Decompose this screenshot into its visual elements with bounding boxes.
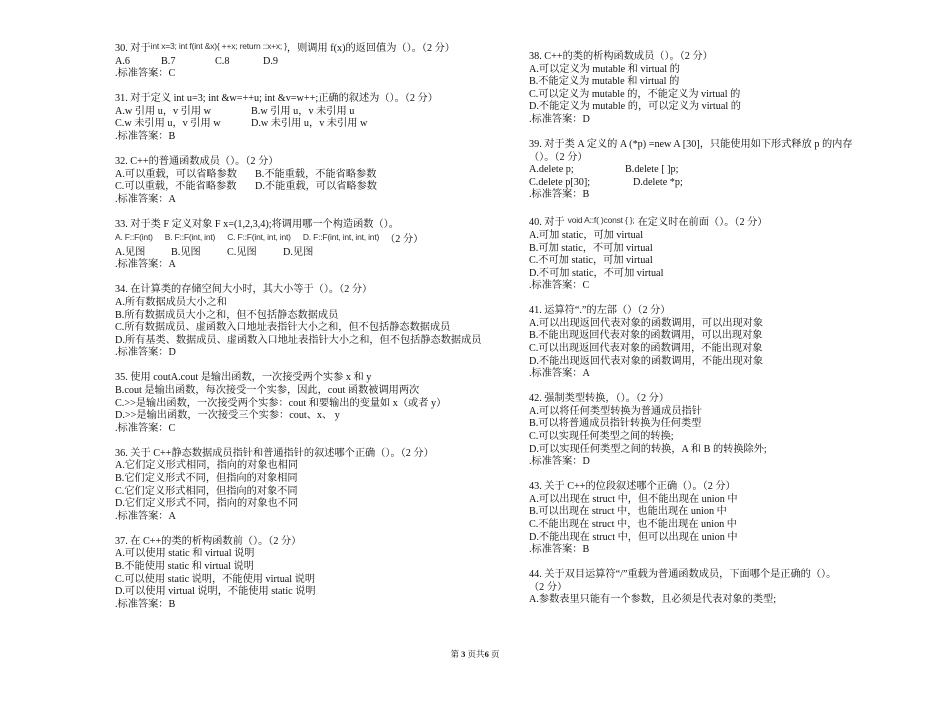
option-d: D.不能定义为 mutable 的，可以定义为 virtual 的 (529, 101, 741, 113)
option-d: D.它们定义形式不同，指向的对象也不同 (115, 498, 299, 510)
code-snippet-image: void A::f( )const { }; (567, 215, 635, 226)
question-stem-cont: （）。（2 分） (529, 151, 588, 163)
question-stem: 44. 关于双目运算符“/”重载为普通函数成员，下面哪个是正确的（）。 (529, 569, 837, 581)
option-a: A.delete p; (529, 164, 574, 176)
question-score: （2 分） (385, 234, 424, 246)
question-44 (529, 569, 919, 607)
question-stem: 43. 关于 C++的位段叙述哪个正确（）。（2 分） (529, 481, 736, 493)
option-b: B.cout 是输出函数，每次接受一个实参，因此，cout 函数被调用两次 (115, 385, 420, 397)
question-stem: 37. 在 C++的类的析构函数前（）。（2 分） (115, 535, 302, 547)
options-row-2 (115, 118, 530, 131)
total-pages: 6 (484, 649, 489, 659)
question-31 (115, 93, 530, 143)
option-b: B.不能出现返回代表对象的函数调用，可以出现对象 (529, 330, 763, 342)
option-b: B.不能定义为 mutable 和 virtual 的 (529, 76, 680, 88)
question-stem: 41. 运算符“.”的左部（）（2 分） (529, 305, 671, 317)
page-footer: 第 3 页共6 页 (450, 649, 500, 659)
question-30 (115, 40, 530, 81)
answer: .标准答案：C (115, 422, 176, 434)
option-d: D.不能出现在 struct 中，但可以出现在 union 中 (529, 531, 738, 543)
constructor-c-image: C. F::F(int, int, int) (227, 232, 291, 243)
option-a: A.可以出现在 struct 中，但不能出现在 union 中 (529, 493, 738, 505)
option-c: C.见图 (227, 246, 257, 258)
answer: .标准答案：A (529, 368, 590, 380)
option-d: D.不可加 static，不可加 virtual (529, 267, 664, 279)
option-b: B.见图 (171, 246, 201, 258)
option-b: B.可加 static，不可加 virtual (529, 242, 653, 254)
question-38 (529, 51, 919, 127)
answer: .标准答案：D (115, 347, 176, 359)
page-number: 3 (461, 649, 466, 659)
answer: .标准答案：B (115, 130, 176, 142)
option-a: A.可以定义为 mutable 和 virtual 的 (529, 63, 680, 75)
option-c: C.8 (215, 55, 230, 67)
question-stem: 33. 对于类 F 定义对象 F x=(1,2,3,4);将调用哪一个构造函数（）。 (115, 218, 399, 230)
option-c: C.可以定义为 mutable 的，不能定义为 virtual 的 (529, 88, 741, 100)
option-a: A.可以将任何类型转换为普通成员指针 (529, 405, 702, 417)
code-snippet-image: int x=3; int f(int &x){ ++x; return ::x+x; } (150, 41, 287, 51)
question-35 (115, 372, 530, 435)
option-c: C.它们定义形式相同，但指向的对象不同 (115, 485, 298, 497)
right-column (529, 51, 919, 619)
options-row-2 (529, 177, 919, 190)
option-a: A.它们定义形式相同，指向的对象也相同 (115, 460, 299, 472)
constructor-a-image: A. F::F(int) (115, 232, 153, 243)
question-33 (115, 219, 530, 272)
options (115, 247, 530, 260)
option-c: C.不能出现在 struct 中，也不能出现在 union 中 (529, 518, 737, 530)
question-stem: 34. 在计算类的存储空间大小时，其大小等于（）。（2 分） (115, 284, 373, 296)
question-stem: 40. 对于 void A::f( )const { }; 在定义时在前面（）。（2 分） (529, 215, 768, 229)
question-43 (529, 481, 919, 557)
answer: .标准答案：B (529, 544, 590, 556)
question-32 (115, 156, 530, 206)
option-a: A.w 引用 u，v 引用 w (115, 105, 211, 117)
answer: .标准答案：D (529, 456, 590, 468)
options-row-1 (115, 106, 530, 119)
answer: .标准答案：D (529, 113, 590, 125)
answer: .标准答案：B (529, 189, 590, 201)
option-d: D.可以实现任何类型之间的转换，A 和 B 的转换除外; (529, 443, 767, 455)
option-c: C.可以重载，不能省略参数 (115, 181, 237, 193)
left-column (115, 40, 530, 624)
option-a: A.见图 (115, 246, 146, 258)
option-c: C.w 未引用 u，v 引用 w (115, 118, 221, 130)
option-b: B.delete [ ]p; (625, 164, 679, 176)
question-stem: 32. C++的普通函数成员（）。（2 分） (115, 155, 279, 167)
option-b: B.所有数据成员大小之和，但不包括静态数据成员 (115, 309, 339, 321)
answer: .标准答案：A (115, 510, 176, 522)
answer: .标准答案：A (115, 193, 176, 205)
option-c: C.可以实现任何类型之间的转换; (529, 431, 674, 442)
option-c: C.delete p[30]; (529, 176, 591, 188)
option-b: B.可以将普通成员指针转换为任何类型 (529, 418, 702, 430)
option-b: B.不能使用 static 和 virtual 说明 (115, 560, 254, 572)
question-42 (529, 393, 919, 469)
option-a: A.可以使用 static 和 virtual 说明 (115, 548, 255, 560)
option-d: D.不能出现返回代表对象的函数调用，不能出现对象 (529, 355, 764, 367)
option-c: C.所有数据成员、虚函数入口地址表指针大小之和，但不包括静态数据成员 (115, 322, 451, 334)
answer: .标准答案：B (115, 598, 176, 610)
option-a: A.6 (115, 55, 130, 67)
question-stem: 31. 对于定义 int u=3; int &w=++u; int &v=w++;正确的叙述为（）。（2 分） (115, 93, 438, 105)
constructor-b-image: B. F::F(int, int) (164, 232, 216, 243)
options (115, 56, 530, 69)
options-row-1 (529, 164, 919, 177)
option-b: B.不能重载，不能省略参数 (255, 168, 377, 180)
option-d: D.w 未引用 u，v 未引用 w (251, 118, 368, 130)
option-d: D.>>是输出函数，一次接受三个实参：cout、x、 y (115, 410, 340, 422)
option-a: A.参数表里只能有一个参数，且必须是代表对象的类型; (529, 594, 777, 606)
question-40 (529, 214, 919, 293)
question-stem: 38. C++的类的析构函数成员（）。（2 分） (529, 51, 713, 62)
question-stem: 30. 对于int x=3; int f(int &x){ ++x; return ::x+x; }，则调用 f(x)的返回值为（）。（2 分） (115, 41, 455, 54)
options-row-1 (115, 169, 530, 182)
option-d: D.见图 (283, 246, 314, 258)
option-a: A.可加 static，可加 virtual (529, 229, 644, 241)
option-b: B.它们定义形式不同，但指向的对象相同 (115, 472, 298, 484)
question-stem: 42. 强制类型转换，（）。（2 分） (529, 393, 670, 405)
option-a: A.可以重载，可以省略参数 (115, 168, 237, 180)
option-d: D.所有基类、数据成员、虚函数入口地址表指针大小之和，但不包括静态数据成员 (115, 334, 482, 346)
option-c: C.>>是输出函数，一次接受两个实参：cout 和要输出的变量如 x（或者 y） (115, 397, 447, 409)
option-d: D.delete *p; (633, 176, 683, 188)
question-37 (115, 536, 530, 612)
question-39 (529, 139, 919, 202)
answer: .标准答案：A (115, 259, 176, 271)
option-a: A.可以出现返回代表对象的函数调用，可以出现对象 (529, 317, 764, 329)
option-d: D.可以使用 virtual 说明，不能使用 static 说明 (115, 586, 316, 598)
constructor-d-image: D. F::F(int, int, int, int) (302, 232, 380, 243)
constructor-images (115, 231, 530, 247)
answer: .标准答案：C (529, 280, 590, 292)
option-d: D.不能重载，可以省略参数 (255, 181, 377, 193)
question-36 (115, 448, 530, 524)
option-b: B.可以出现在 struct 中，也能出现在 union 中 (529, 506, 727, 518)
option-d: D.9 (263, 55, 278, 67)
options-row-2 (115, 181, 530, 194)
question-stem-cont: （2 分） (529, 581, 568, 593)
option-a: A.所有数据成员大小之和 (115, 297, 227, 309)
question-stem: 36. 关于 C++静态数据成员指针和普通指针的叙述哪个正确（）。（2 分） (115, 447, 434, 459)
question-34 (115, 284, 530, 360)
option-c: C.可以出现返回代表对象的函数调用，不能出现对象 (529, 343, 763, 355)
question-stem: 35. 使用 coutA.cout 是输出函数，一次接受两个实参 x 和 y (115, 372, 372, 384)
answer: .标准答案：C (115, 68, 176, 80)
option-c: C.可以使用 static 说明，不能使用 virtual 说明 (115, 573, 316, 585)
option-b: B.w 引用 u，v 未引用 u (251, 105, 355, 117)
option-c: C.不可加 static，可加 virtual (529, 255, 653, 267)
question-stem: 39. 对于类 A 定义的 A (*p) =new A [30]，只能使用如下形式释放 p 的内存 (529, 138, 853, 150)
option-b: B.7 (161, 55, 176, 67)
question-41 (529, 305, 919, 381)
